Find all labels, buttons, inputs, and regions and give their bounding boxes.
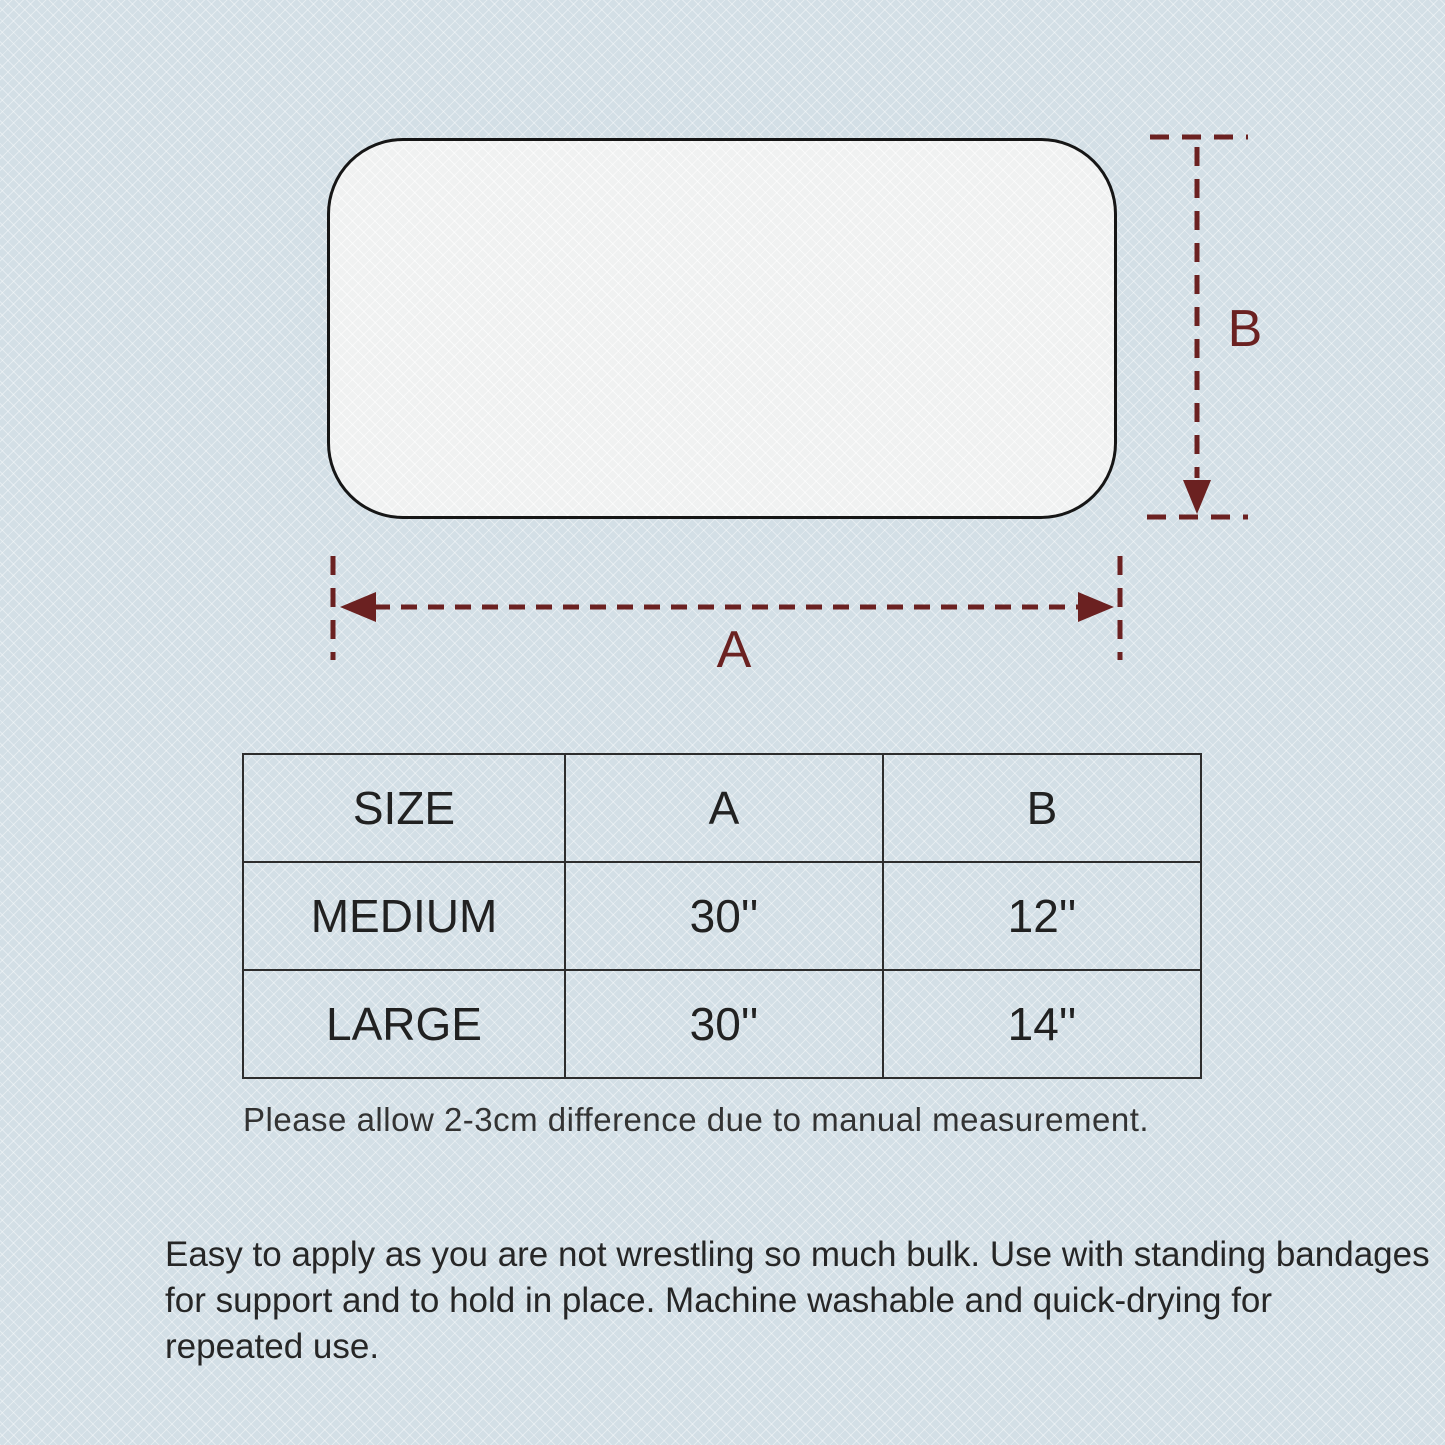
product-description-line: Easy to apply as you are not wrestling so much bulk. Use with standing bandages [165,1235,1430,1274]
dimension-lines [0,0,1445,720]
b-cell-medium: 12'' [883,862,1201,970]
size-table-header-row [243,754,1201,862]
product-description-line: for support and to hold in place. Machine washable and quick-drying for [165,1281,1273,1320]
product-description-line: repeated use. [165,1327,380,1366]
size-table [242,753,1202,1079]
measurement-tolerance-note: Please allow 2-3cm difference due to manual measurement. [243,1101,1150,1138]
b-cell-large: 14'' [883,970,1201,1078]
width-dimension-label: A [716,621,752,679]
a-cell-medium: 30'' [565,862,883,970]
size-table-header-b: B [883,754,1201,862]
a-cell-large: 30'' [565,970,883,1078]
size-table-row-large [243,970,1201,1078]
size-cell-large: LARGE [243,970,565,1078]
size-cell-medium: MEDIUM [243,862,565,970]
b-arrowhead-down-icon [1183,480,1211,514]
size-table-header-size: SIZE [243,754,565,862]
a-arrowhead-right-icon [1078,592,1114,622]
height-dimension-label: B [1227,300,1263,358]
size-table-row-medium [243,862,1201,970]
product-description [165,1232,1430,1370]
size-table-header-a: A [565,754,883,862]
a-arrowhead-left-icon [340,592,376,622]
